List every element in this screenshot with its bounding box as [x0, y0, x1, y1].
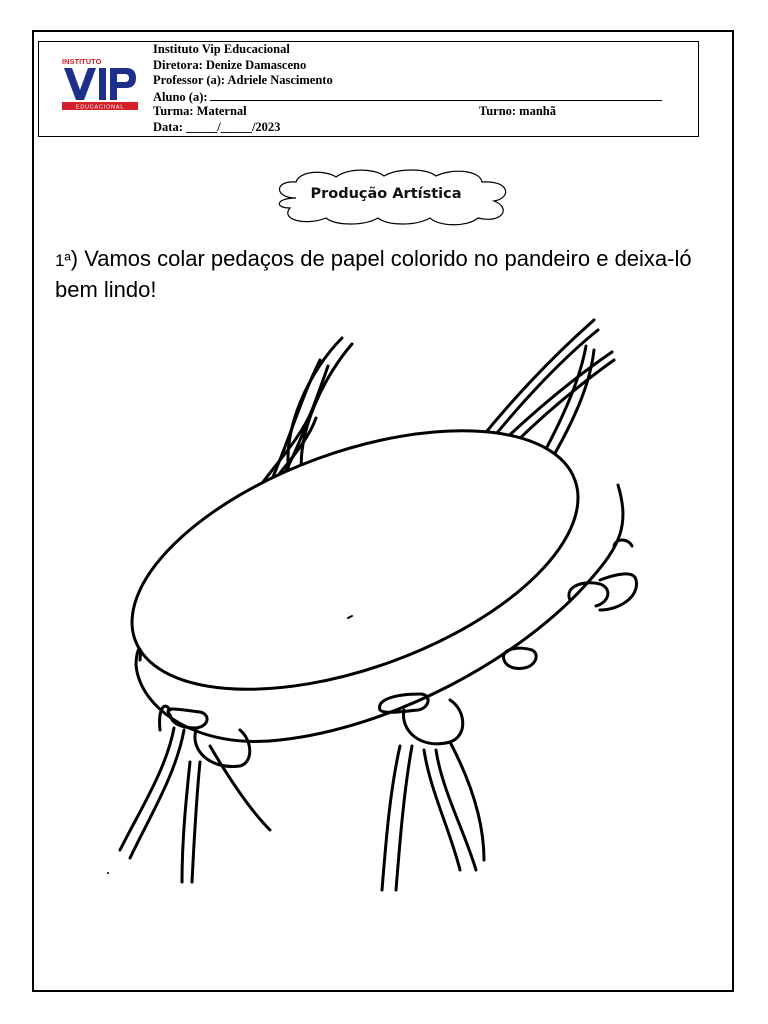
tambourine-illustration [100, 310, 660, 910]
tambourine-head [100, 378, 612, 741]
class-label: Turma: Maternal [153, 104, 247, 118]
shift-label: Turno: manhã [479, 104, 556, 118]
student-name-field[interactable] [210, 89, 662, 101]
teacher-line: Professor (a): Adriele Nascimento [153, 73, 333, 87]
page-title: Produção Artística [310, 186, 462, 202]
logo-bottom-text: EDUCACIONAL [75, 104, 125, 111]
question-number: 1ª [55, 251, 71, 270]
logo-p-shape [110, 68, 136, 100]
ribbons-bottom-left [120, 728, 270, 882]
logo-v-shape [64, 68, 96, 100]
director-line: Diretora: Denize Damasceno [153, 57, 307, 72]
question-1 [55, 244, 735, 304]
school-name: Instituto Vip Educacional [153, 42, 290, 56]
ribbons-bottom-right [382, 742, 484, 890]
school-logo [60, 56, 140, 112]
date-line: Data: _____/_____/2023 [153, 119, 281, 134]
header-info [153, 42, 693, 135]
question-text: ) Vamos colar pedaços de papel colorido no pandeiro e deixa-ló bem lindo! [55, 246, 692, 302]
student-line [153, 89, 693, 105]
logo-i-shape [99, 68, 106, 100]
student-label: Aluno (a): [153, 89, 208, 104]
logo-top-text: INSTITUTO [62, 57, 102, 66]
class-shift-line [153, 104, 693, 120]
